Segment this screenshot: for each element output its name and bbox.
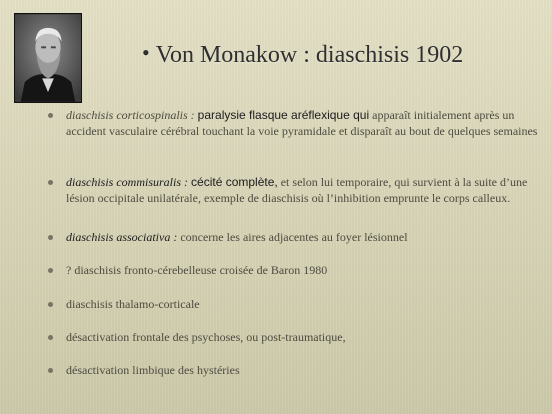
list-item-text [66,108,538,139]
list-item [48,330,538,346]
list-item [48,263,538,279]
term-label: diaschisis commisuralis : [66,175,192,189]
portrait-photo [14,13,82,103]
highlight-text: cécité complète, [191,175,278,189]
bullet-dot [48,368,53,373]
list-item [48,297,538,313]
list-item-text [66,175,538,206]
body-text: apparaît initialement après un accident vasculaire cérébral touchant la voie pyramidale et disparaît au bout de quelques semaines [66,108,538,138]
body-text: concerne les aires adjacentes au foyer lésionnel [180,230,408,244]
list-item-text: diaschisis thalamo-corticale [66,297,200,311]
term-label: diaschisis corticospinalis : [66,108,198,122]
highlight-text: paralysie flasque aréflexique qui [197,108,370,122]
term-label: diaschisis associativa : [66,230,181,244]
list-item-text: désactivation limbique des hystéries [66,363,240,377]
list-item-text: ? diaschisis fronto-cérebelleuse croisée de Baron 1980 [66,263,328,277]
bullet-dot [48,335,53,340]
list-item [48,363,538,379]
bullet-dot [48,302,53,307]
list-item [48,230,538,246]
title-bullet: • [142,40,150,65]
body-text: et selon lui temporaire, qui survient à la suite d’une lésion occipitale unilatérale, exemple de diaschisis où l’inhibition emprunte le corps calleux. [66,175,528,205]
list-item-text [66,230,538,246]
bullet-dot [48,235,53,240]
title-text: Von Monakow : diaschisis 1902 [155,42,464,68]
slide-title [142,42,542,69]
bullet-dot [48,113,53,118]
list-item [48,175,538,206]
list-item [48,108,538,139]
list-item-text: désactivation frontale des psychoses, ou post-traumatique, [66,330,346,344]
bullet-dot [48,180,53,185]
bullet-dot [48,268,53,273]
